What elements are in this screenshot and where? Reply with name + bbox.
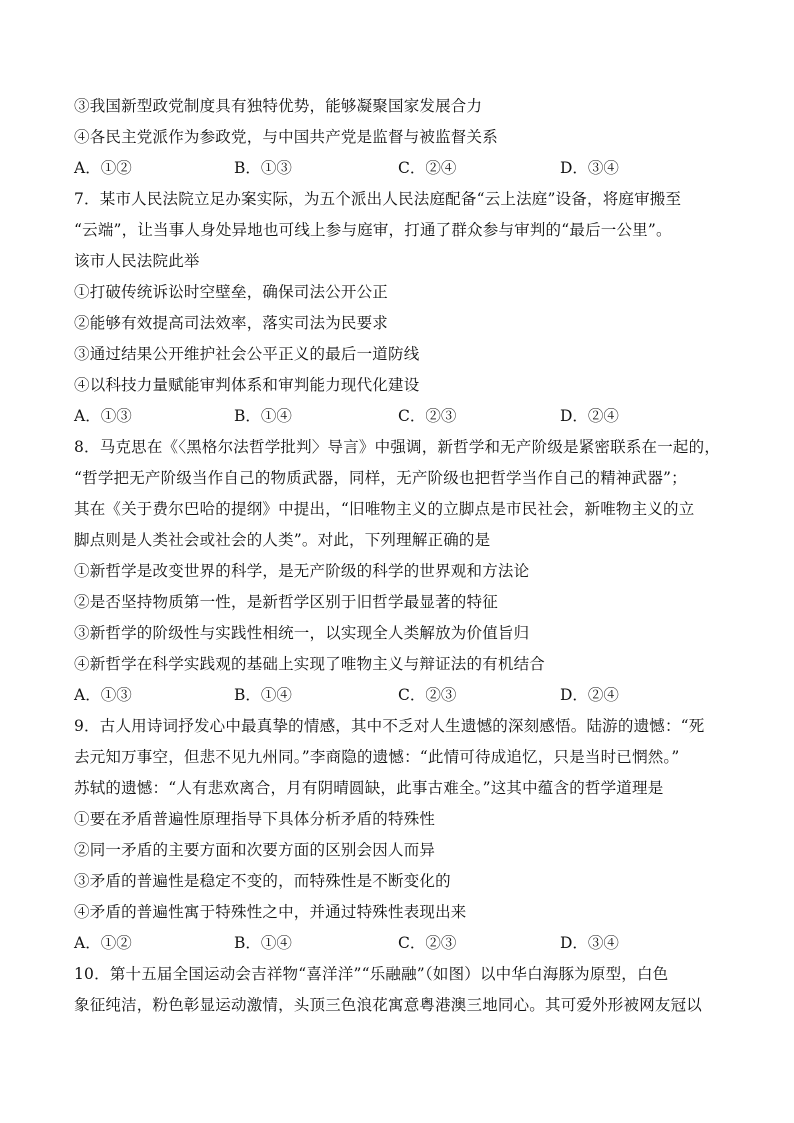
question-8-stem-line-1: 8．马克思在《〈黑格尔法哲学批判〉导言》中强调，新哲学和无产阶级是紧密联系在一起的， [74, 438, 721, 456]
question-6-option-4: ④各民主党派作为参政党，与中国共产党是监督与被监督关系 [74, 128, 498, 146]
question-9-stem-line-3: 苏轼的遗憾：“人有悲欢离合，月有阴晴圆缺，此事古难全。”这其中蕴含的哲学道理是 [74, 779, 664, 797]
question-8-option-1: ①新哲学是改变世界的科学，是无产阶级的科学的世界观和方法论 [74, 562, 530, 580]
question-8-stem-line-2: “哲学把无产阶级当作自己的物质武器，同样，无产阶级也把哲学当作自己的精神武器”； [74, 469, 687, 487]
answer-choice-c: C．②③ [398, 407, 457, 425]
question-10-stem-line-2: 象征纯洁，粉色彰显运动激情，头顶三色浪花寓意粤港澳三地同心。其可爱外形被网友冠以 [74, 996, 703, 1014]
answer-choice-b: B．①③ [234, 159, 292, 177]
question-8-stem-line-3: 其在《关于费尔巴哈的提纲》中提出，“旧唯物主义的立脚点是市民社会，新唯物主义的立 [74, 500, 695, 518]
question-6-option-3: ③我国新型政党制度具有独特优势，能够凝聚国家发展合力 [74, 97, 483, 115]
answer-choice-c: C．②③ [398, 686, 457, 704]
answer-choice-b: B．①④ [234, 934, 292, 952]
answer-choice-d: D．③④ [560, 934, 619, 952]
question-8-option-3: ③新哲学的阶级性与实践性相统一，以实现全人类解放为价值旨归 [74, 624, 530, 642]
question-8-option-2: ②是否坚持物质第一性，是新哲学区别于旧哲学最显著的特征 [74, 593, 498, 611]
question-10-stem-line-1: 10．第十五届全国运动会吉祥物“喜洋洋”“乐融融”（如图）以中华白海豚为原型，白色 [74, 965, 669, 983]
question-8-stem-line-4: 脚点则是人类社会或社会的人类”。对此，下列理解正确的是 [74, 531, 491, 549]
question-9-answers [74, 933, 734, 953]
question-8-answers [74, 685, 734, 705]
question-7-option-3: ③通过结果公开维护社会公平正义的最后一道防线 [74, 345, 420, 363]
question-7-stem-line-1: 7．某市人民法院立足办案实际，为五个派出人民法庭配备“云上法庭”设备，将庭审搬至 [74, 190, 682, 208]
answer-choice-a: A．①③ [74, 686, 132, 704]
question-7-stem-line-3: 该市人民法院此举 [74, 252, 200, 270]
answer-choice-b: B．①④ [234, 686, 292, 704]
question-9-stem-line-2: 去元知万事空，但悲不见九州同。”李商隐的遗憾：“此情可待成追忆，只是当时已惘然。” [74, 748, 680, 766]
question-9-option-1: ①要在矛盾普遍性原理指导下具体分析矛盾的特殊性 [74, 810, 436, 828]
question-7-stem-line-2: “云端”，让当事人身处异地也可线上参与庭审，打通了群众参与审判的“最后一公里”。 [74, 221, 672, 239]
answer-choice-a: A．①② [74, 934, 132, 952]
answer-choice-d: D．②④ [560, 407, 619, 425]
question-8-option-4: ④新哲学在科学实践观的基础上实现了唯物主义与辩证法的有机结合 [74, 655, 546, 673]
answer-choice-c: C．②④ [398, 159, 457, 177]
question-9-option-4: ④矛盾的普遍性寓于特殊性之中，并通过特殊性表现出来 [74, 903, 467, 921]
answer-choice-a: A．①③ [74, 407, 132, 425]
answer-choice-b: B．①④ [234, 407, 292, 425]
question-9-stem-line-1: 9．古人用诗词抒发心中最真挚的情感，其中不乏对人生遗憾的深刻感悟。陆游的遗憾：“死 [74, 717, 705, 735]
answer-choice-c: C．②③ [398, 934, 457, 952]
question-7-option-1: ①打破传统诉讼时空壁垒，确保司法公开公正 [74, 283, 389, 301]
answer-choice-a: A．①② [74, 159, 132, 177]
question-6-answers [74, 158, 734, 178]
answer-choice-d: D．②④ [560, 686, 619, 704]
question-7-option-2: ②能够有效提高司法效率，落实司法为民要求 [74, 314, 389, 332]
question-7-option-4: ④以科技力量赋能审判体系和审判能力现代化建设 [74, 376, 420, 394]
question-9-option-3: ③矛盾的普遍性是稳定不变的，而特殊性是不断变化的 [74, 872, 451, 890]
question-9-option-2: ②同一矛盾的主要方面和次要方面的区别会因人而异 [74, 841, 436, 859]
answer-choice-d: D．③④ [560, 159, 619, 177]
question-7-answers [74, 406, 734, 426]
